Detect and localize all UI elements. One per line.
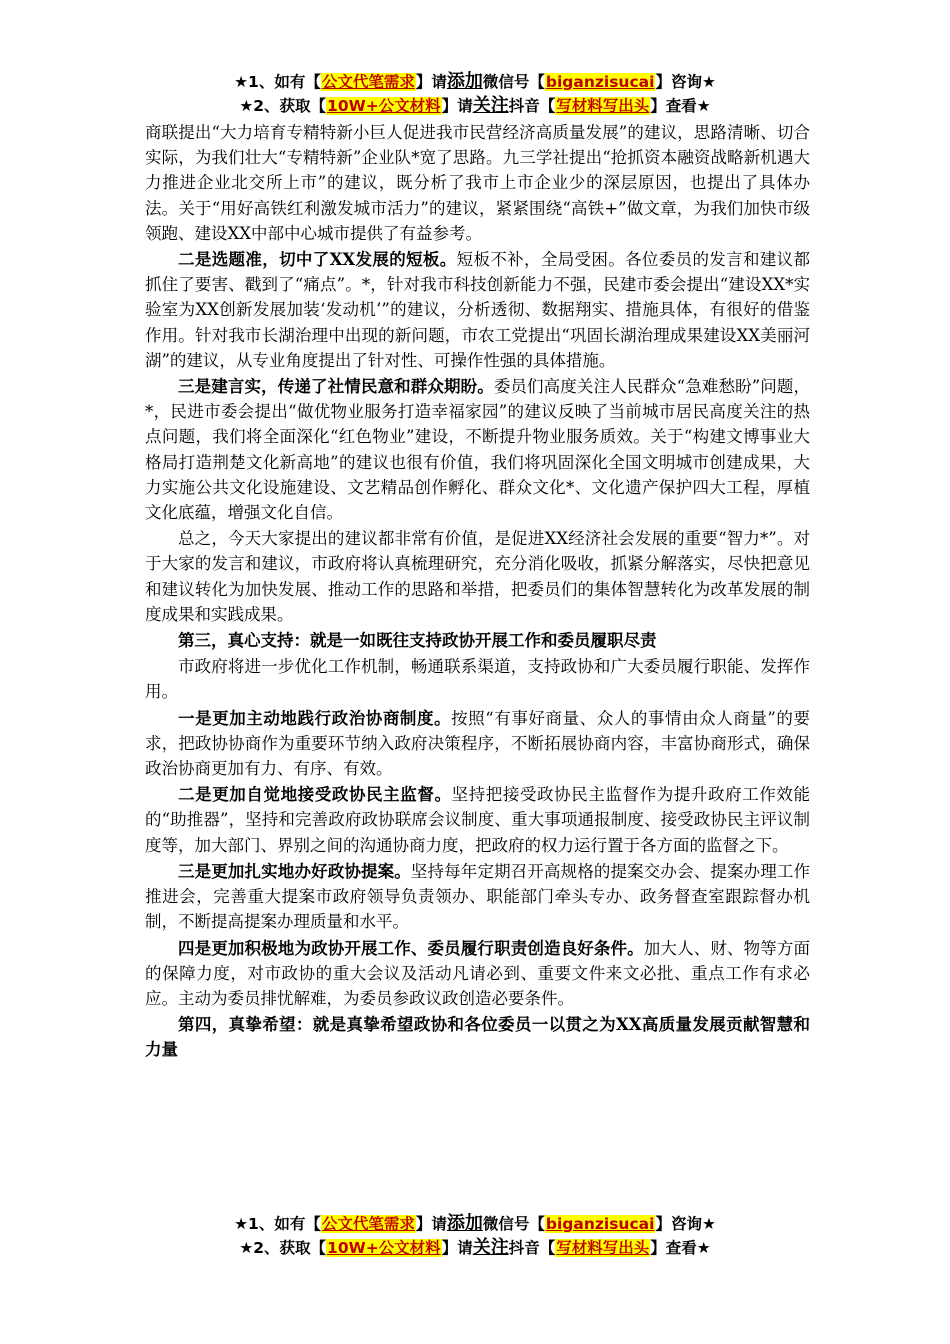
keyword-follow: 关注	[472, 95, 509, 116]
keyword-follow: 关注	[472, 1237, 509, 1258]
paragraph-lead: 四是更加积极地为政协开展工作、委员履行职责创造良好条件。	[178, 938, 644, 958]
paragraph-lead: 二是更加自觉地接受政协民主监督。	[178, 785, 452, 805]
keyword-add: 添加	[446, 1213, 483, 1234]
paragraph-lead: 三是更加扎实地办好政协提案。	[178, 861, 411, 881]
promo-line-2: ★2、获取【10W+公文材料】请关注抖音【写材料写出头】查看★	[239, 1237, 711, 1258]
promo-banner-top	[0, 70, 950, 118]
paragraph-3: 三是建言实，传递了社情民意和群众期盼。委员们高度关注人民群众“急难愁盼”问题，*，民进市委会提出“做优物业服务打造幸福家园”的建议反映了当前城市居民高度关注的热点问题，我们将全面深化“红色物业”建设，不断提升物业服务质效。关于“构建文博事业大格局打造荆楚文化新高地”的建议也很有价值，我们将巩固深化全国文明城市创建成果，大力实施公共文化设施建设、文艺精品创作孵化、群众文化*、文化遗产保护四大工程，厚植文化底蕴，增强文化自信。	[145, 377, 810, 523]
paragraph-9: 三是更加扎实地办好政协提案。坚持每年定期召开高规格的提案交办会、提案办理工作推进会，完善重大提案市政府领导负责领办、职能部门牵头专办、政务督查室跟踪督办机制，不断提高提案办理质量和水平。	[145, 861, 811, 932]
paragraph-lead: 二是选题准，切中了XX发展的短板。	[178, 250, 457, 270]
highlight-wechat-id: biganzisucai	[545, 73, 655, 91]
highlight-wechat-id: biganzisucai	[545, 1215, 655, 1233]
paragraph-1: 商联提出“大力培育专精特新小巨人促进我市民营经济高质量发展”的建议，思路清晰、切合实际，为我们壮大“专精特新”企业队*宽了思路。九三学社提出“抢抓资本融资战略新机遇大力推进企业北交所上市”的建议，既分析了我市上市企业少的深层原因，也提出了具体办法。关于“用好高铁红利激发城市活力”的建议，紧紧围绕“高铁+”做文章，为我们加快市级领跑、建设XX中部中心城市提供了有益参考。	[145, 123, 810, 243]
document-body	[145, 120, 810, 1064]
promo-line-2: ★2、获取【10W+公文材料】请关注抖音【写材料写出头】查看★	[239, 95, 711, 116]
paragraph-8: 二是更加自觉地接受政协民主监督。坚持把接受政协民主监督作为提升政府工作效能的“助推器”，坚持和完善政府政协联席会议制度、重大事项通报制度、接受政协民主评议制度等，加大部门、界别之间的沟通协商力度，把政府的权力运行置于各方面的监督之下。	[145, 785, 811, 855]
highlight-douyin-id: 写材料写出头	[556, 1239, 650, 1257]
section-heading-4: 第四，真挚希望：就是真挚希望政协和各位委员一以贯之为XX高质量发展贡献智慧和力量	[145, 1015, 810, 1060]
highlight-materials: 10W+公文材料	[327, 97, 441, 115]
promo-banner-bottom	[0, 1212, 950, 1260]
paragraph-10: 四是更加积极地为政协开展工作、委员履行职责创造良好条件。加大人、财、物等方面的保障力度，对市政协的重大会议及活动凡请必到、重要文件来文必批、重点工作有求必应。主动为委员排忧解难，为委员参政议政创造必要条件。	[145, 938, 811, 1008]
highlight-service: 公文代笔需求	[321, 73, 415, 91]
keyword-add: 添加	[446, 71, 483, 92]
promo-line-1: ★1、如有【公文代笔需求】请添加微信号【biganzisucai】咨询★	[234, 71, 716, 92]
paragraph-lead: 三是建言实，传递了社情民意和群众期盼。	[178, 377, 494, 397]
highlight-materials: 10W+公文材料	[327, 1239, 441, 1257]
highlight-douyin-id: 写材料写出头	[556, 97, 650, 115]
paragraph-2: 二是选题准，切中了XX发展的短板。短板不补，全局受困。各位委员的发言和建议都抓住了要害、戳到了“痛点”。*，针对我市科技创新能力不强，民建市委会提出“建设XX*实验室为XX创新发展加装‘发动机’”的建议，分析透彻、数据翔实、措施具体，有很好的借鉴作用。针对我市长湖治理中出现的新问题，市农工党提出“巩固长湖治理成果建设XX美丽河湖”的建议，从专业角度提出了针对性、可操作性强的具体措施。	[145, 250, 811, 370]
paragraph-6: 市政府将进一步优化工作机制，畅通联系渠道，支持政协和广大委员履行职能、发挥作用。	[145, 657, 810, 702]
highlight-service: 公文代笔需求	[321, 1215, 415, 1233]
paragraph-4: 总之，今天大家提出的建议都非常有价值，是促进XX经济社会发展的重要“智力*”。对于大家的发言和建议，市政府将认真梳理研究，充分消化吸收，抓紧分解落实，尽快把意见和建议转化为加快发展、推动工作的思路和举措，把委员们的集体智慧转化为改革发展的制度成果和实践成果。	[145, 529, 810, 624]
promo-line-1: ★1、如有【公文代笔需求】请添加微信号【biganzisucai】咨询★	[234, 1213, 716, 1234]
paragraph-lead: 一是更加主动地践行政治协商制度。	[178, 708, 452, 728]
paragraph-7: 一是更加主动地践行政治协商制度。按照“有事好商量、众人的事情由众人商量”的要求，把政协协商作为重要环节纳入政府决策程序，不断拓展协商内容，丰富协商形式，确保政治协商更加有力、有序、有效。	[145, 708, 811, 779]
section-heading-3: 第三，真心支持：就是一如既往支持政协开展工作和委员履职尽责	[178, 631, 657, 651]
